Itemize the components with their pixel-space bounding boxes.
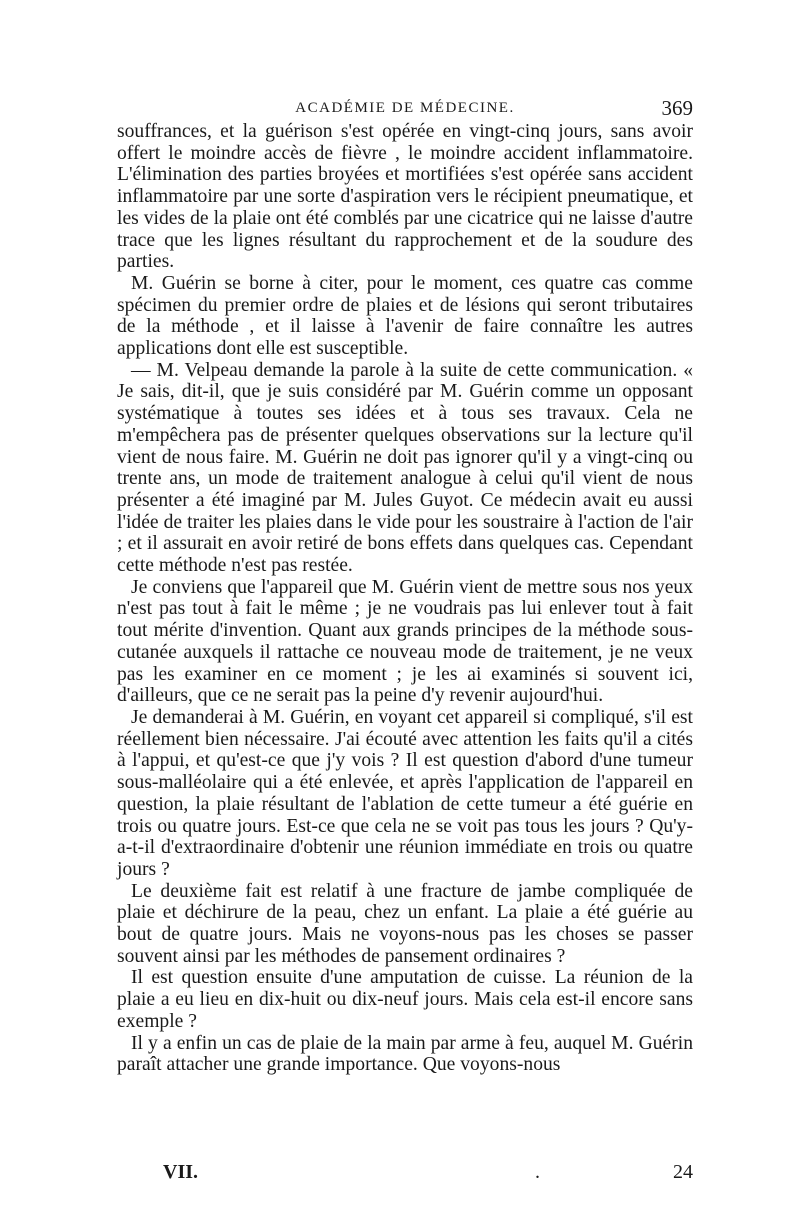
- page-number: 369: [661, 96, 693, 120]
- page-footer: [163, 1161, 693, 1189]
- page-header: [117, 96, 693, 122]
- paragraph: M. Guérin se borne à citer, pour le moment, ces quatre cas comme spécimen du premier ordre de plaies et de lésions qui seront tributaires de la méthode , et il laisse à l'avenir de faire connaître les autres applications dont elle est susceptible.: [117, 272, 693, 360]
- paragraph: souffrances, et la guérison s'est opérée en vingt-cinq jours, sans avoir offert le moindre accès de fièvre , le moindre accident inflammatoire. L'élimination des parties broyées et mortifiées s'est opérée sans accident inflammatoire par une sorte d'aspiration vers le récipient pneumatique, et les vides de la plaie ont été comblés par une cicatrice qui ne laisse d'autre trace que les lignes résultant du rapprochement et de la soudure des parties.: [117, 121, 693, 273]
- sheet-number: 24: [673, 1161, 693, 1183]
- paragraph: Il est question ensuite d'une amputation de cuisse. La réunion de la plaie a eu lieu en dix-huit ou dix-neuf jours. Mais cela est-il encore sans exemple ?: [117, 967, 693, 1032]
- signature-mark: VII.: [163, 1161, 199, 1183]
- footer-dot: .: [535, 1161, 540, 1183]
- paragraph: Je demanderai à M. Guérin, en voyant cet appareil si compliqué, s'il est réellement bien nécessaire. J'ai écouté avec attention les faits qu'il a cités à l'appui, et qu'est-ce que j'y vois ? Il est question d'abord d'une tumeur sous-malléolaire qui a été enlevée, et après l'application de l'appareil en question, la plaie résultant de l'ablation de cette tumeur a été guérie en trois ou quatre jours. Est-ce que cela ne se voit pas tous les jours ? Qu'y-a-t-il d'extraordinaire d'obtenir une réunion immédiate en trois ou quatre jours ?: [117, 706, 693, 880]
- paragraph: Il y a enfin un cas de plaie de la main par arme à feu, auquel M. Guérin paraît attacher une grande importance. Que voyons-nous: [117, 1032, 693, 1076]
- body-text: [117, 121, 693, 1076]
- paragraph: Je conviens que l'appareil que M. Guérin vient de mettre sous nos yeux n'est pas tout à fait le même ; je ne voudrais pas lui enlever tout à fait tout mérite d'invention. Quant aux grands principes de la méthode sous-cutanée auxquels il rattache ce nouveau mode de traitement, je ne veux pas les examiner en ce moment ; je les ai examinés si souvent ici, d'ailleurs, que ce ne serait pas la peine d'y revenir aujourd'hui.: [117, 576, 693, 707]
- paragraph: — M. Velpeau demande la parole à la suite de cette communication. « Je sais, dit-il, que je suis considéré par M. Guérin comme un opposant systématique à toutes ses idées et à tous ses travaux. Cela ne m'empêchera pas de présenter quelques observations sur la lecture qu'il vient de nous faire. M. Guérin ne doit pas ignorer qu'il y a vingt-cinq ou trente ans, un mode de traitement analogue à celui qu'il vient de nous présenter a été imaginé par M. Jules Guyot. Ce médecin avait eu aussi l'idée de traiter les plaies dans le vide pour les soustraire à l'action de l'air ; et il assurait en avoir retiré de bons effets dans quelques cas. Cependant cette méthode n'est pas restée.: [117, 359, 693, 577]
- running-title: ACADÉMIE DE MÉDECINE.: [295, 100, 515, 116]
- paragraph: Le deuxième fait est relatif à une fracture de jambe compliquée de plaie et déchirure de la peau, chez un enfant. La plaie a été guérie au bout de quatre jours. Mais ne voyons-nous pas les choses se passer souvent ainsi par les méthodes de pansement ordinaires ?: [117, 880, 693, 967]
